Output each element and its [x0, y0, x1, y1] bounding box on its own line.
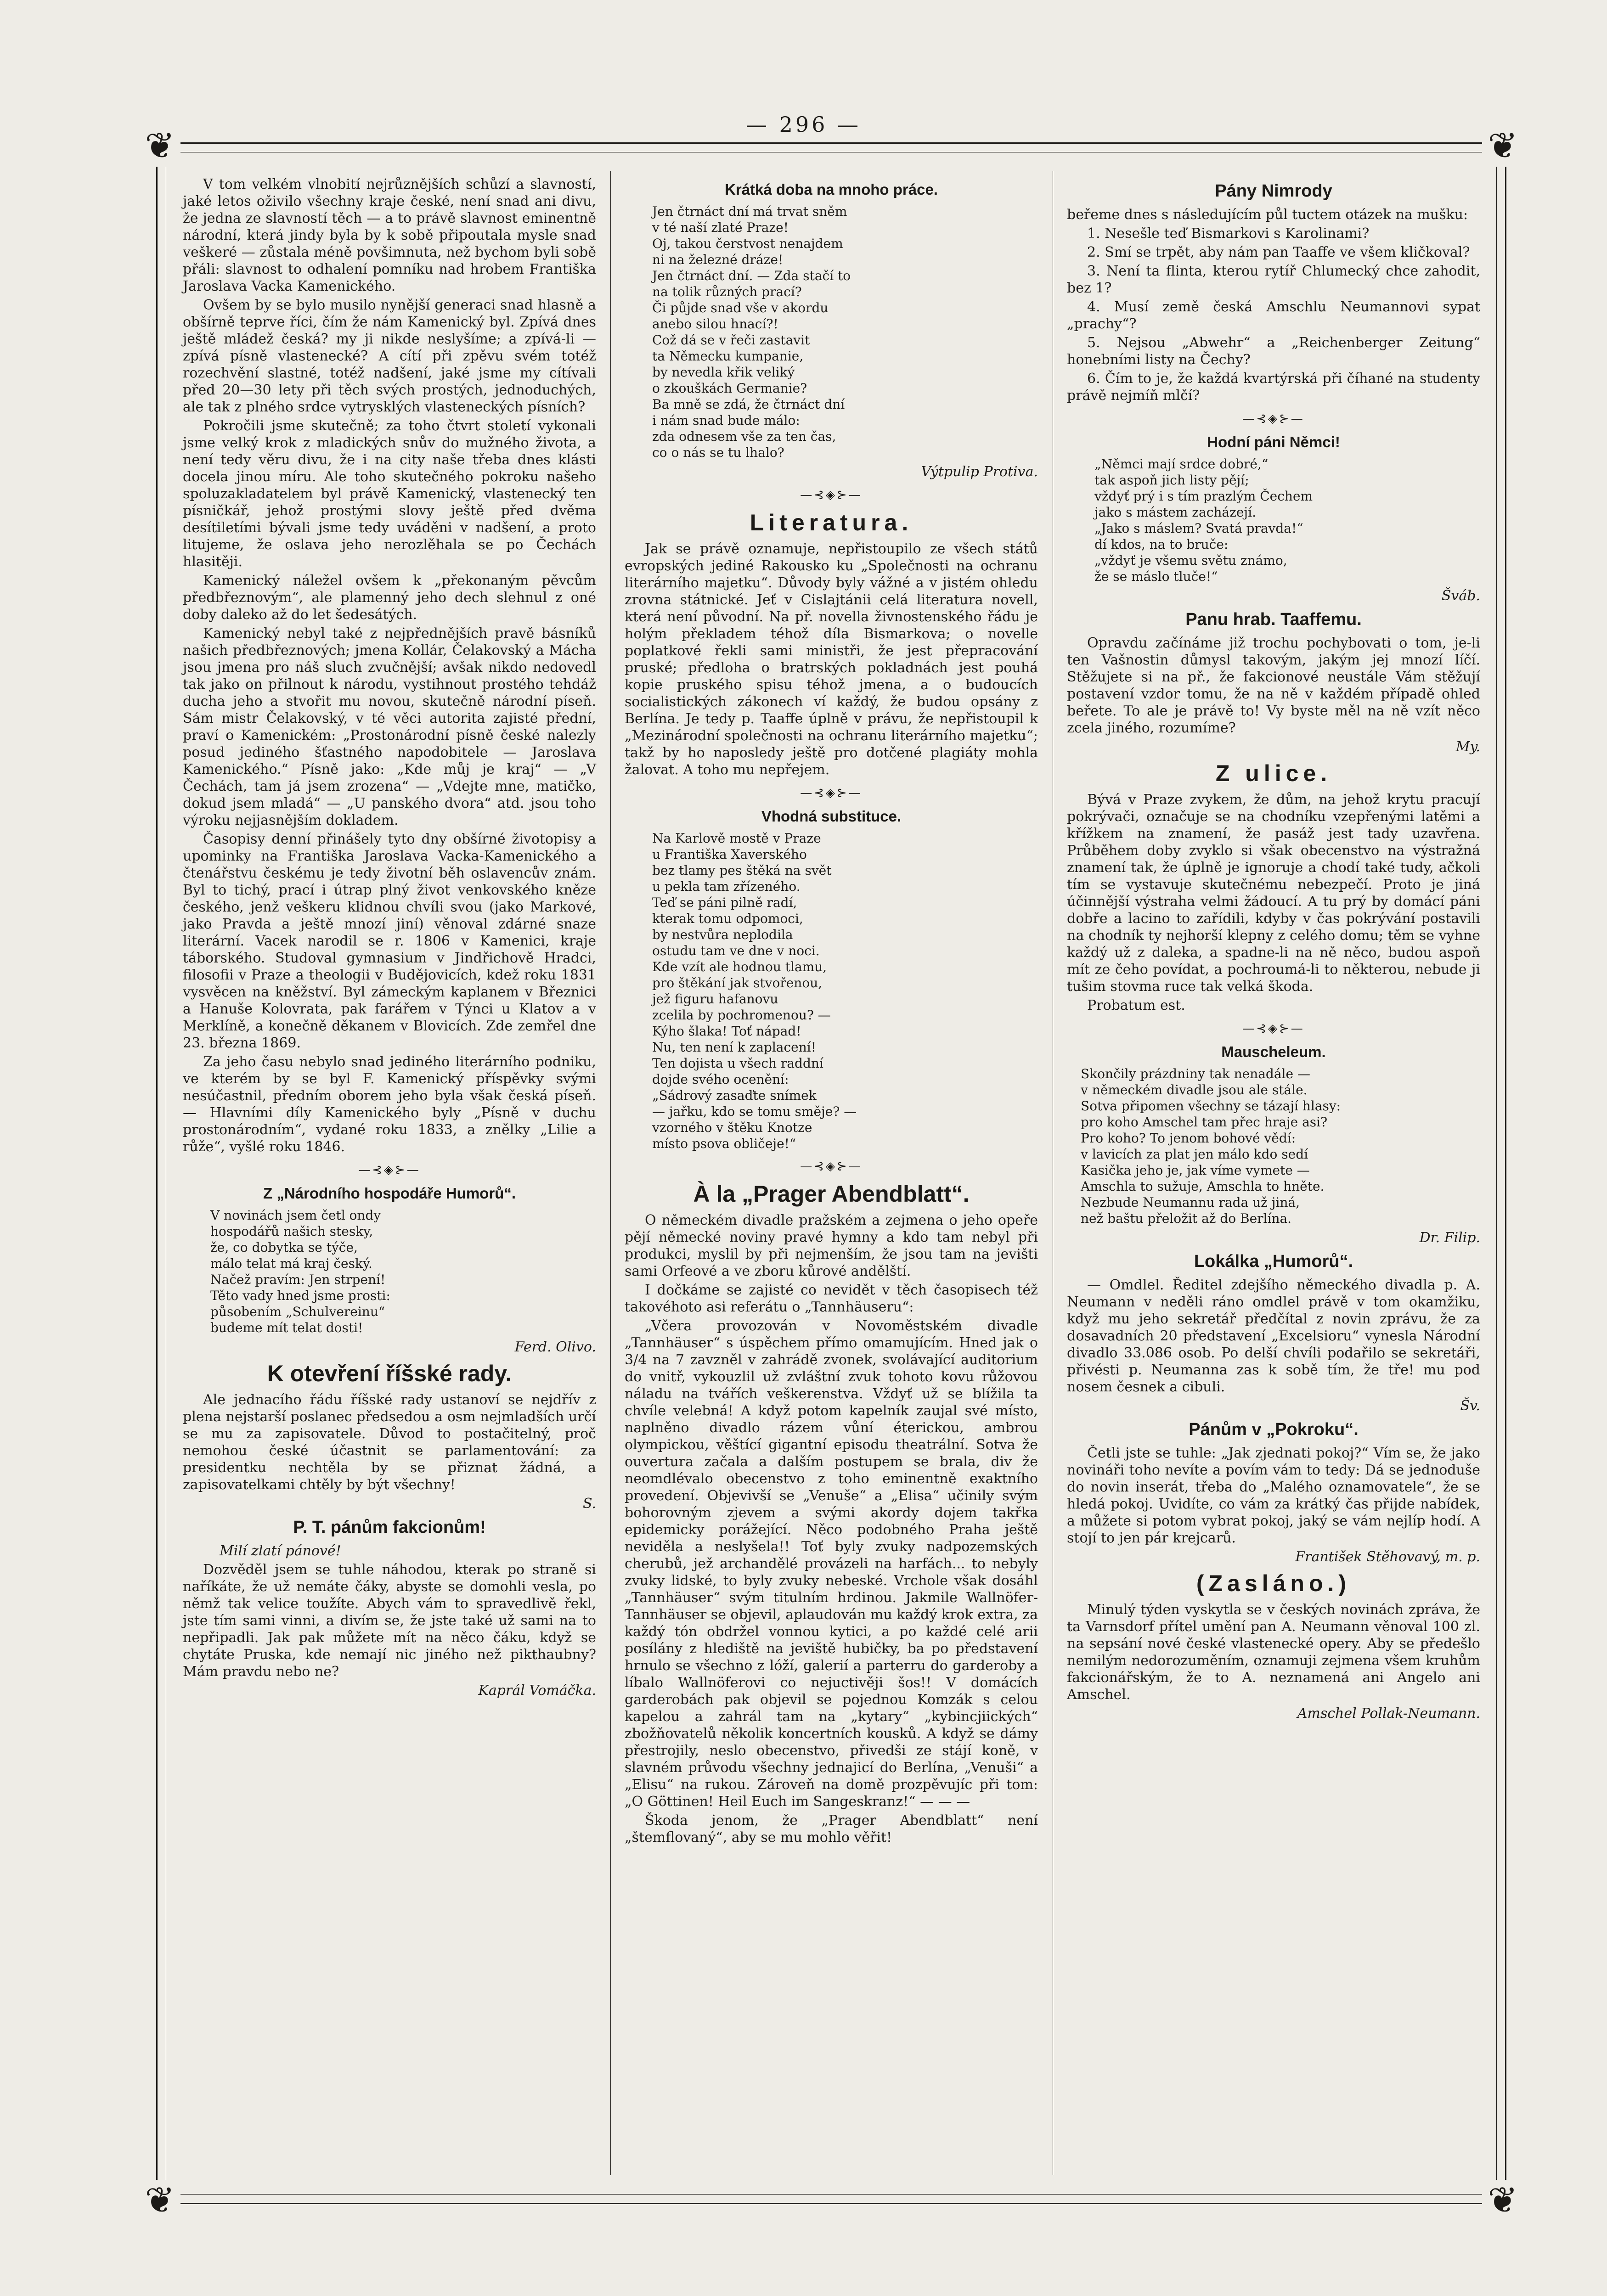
heading-nimrody: Pány Nimrody [1215, 181, 1332, 201]
divider-ornament-icon: —⊰◈⊱— [800, 488, 863, 502]
page-frame [145, 125, 1518, 2221]
signature-zaslano: Amschel Pollak-Neumann. [1297, 1705, 1480, 1722]
column-right [1067, 176, 1480, 1725]
signature-lokalka: Šv. [1460, 1398, 1480, 1414]
article-kamenicky-paragraph: Pokročili jsme skutečně; za toho čtvrt století vykonali jsme velký krok z mladických snův do mužného života, a není tedy věru divu, že i na city naše třeba dnes klásti docela jinou míru. Ale toho skutečného pokroku našeho spoluzakladatelem byl právě Kamenický, vlastenecký ten písničkář, jehož prostými slovy ještě před dvěma desítiletími bývali jsme tedy uváděni v nadšení, a proto litujeme, že oslava jeho nerozlěhala se po Čechách hlasitěji. [183, 418, 596, 570]
article-kamenicky-paragraph: Za jeho času nebylo snad jediného literárního podniku, ve kterém by se byl F. Kamenický příspěvky svými nesúčastnil, předním oborem jeho byla však česká píseň. — Hlavními díly Kamenického byly „Písně v duchu prostonárodním“, vydané roku 1833, a znělky „Lilie a růže“, vyšlé roku 1846. [183, 1054, 596, 1155]
signature-pokrok: František Stěhovavý, m. p. [1295, 1549, 1480, 1565]
article-abendblatt-paragraph: Škoda jenom, že „Prager Abendblatt“ není „štemflovaný“, aby se mu mohlo věřit! [625, 1812, 1038, 1846]
poem-substituce: Na Karlově mostě v Praze u Františka Xaverského bez tlamy pes štěká na svět u pekla tam zřízeného. Teď se páni pilně radí, kterak tomu odpomoci, by nestvůra neplodila ostudu tam ve dne v noci. Kde vzít ale hodnou tlamu, pro štěkání jak stvořenou, jež figuru hafanovu zcelila by pochromenou? — Kýho šlaka! Toť nápad! Nu, ten není k zaplacení! Ten dojista u všech raddní dojde svého ocenění: „Sádrový zasaďte snímek — jařku, kdo se tomu směje? — vzorného v štěku Knotze místo psova obličeje!“ [652, 831, 857, 1151]
article-rady-paragraph: Ale jednacího řádu říšské rady ustanoví se nejdřív z plena nejstarší poslanec předsedou a osm nejmladších určí se mu za zapisovatele. Důvod to postačitelný, proč nemohou české účastnit se parlamentování: za presidentku nechtěla by se přiznat žádná, a zapisovatelkami chtěly by být všechny! [183, 1392, 596, 1493]
column-rule [610, 171, 611, 2175]
poem-hospodar: V novinách jsem četl ondy hospodářů našich stesky, že, co dobytka se týče, málo telat má kraj český. Načež pravím: Jen strpení! Těto vady hned jsme prosti: působením „Schulvereinu“ budeme mít telat dosti! [210, 1208, 390, 1335]
fakcionum-greeting: Milí zlatí pánové! [220, 1543, 341, 1559]
column-left [183, 176, 596, 1702]
poem-nemci: „Němci mají srdce dobré,“ tak aspoň jich listy pějí; vždyť prý i s tím prazlým Čechem jako s mástem zacházejí. „Jako s máslem? Svatá pravda!“ dí kdos, na to bruče: „vždyť je všemu světu známo, že se máslo tluče!“ [1094, 456, 1313, 584]
corner-ornament-icon: ❦ [1482, 125, 1523, 167]
article-abendblatt-paragraph: I dočkáme se zajisté co nevidět v těch časopisech též takovéhoto asi referátu o „Tannhäuseru“: [625, 1282, 1038, 1315]
article-ulice-paragraph: Probatum est. [1087, 997, 1185, 1013]
signature-taaffe: My. [1455, 739, 1480, 755]
nimrody-question: 1. Nesešle teď Bismarkovi s Karolinami? [1087, 225, 1370, 242]
poem-mauscheleum: Skončily prázdniny tak nenadále — v německém divadle jsou ale stále. Sotva připomen všechny se tázají hlasy: pro koho Amschel tam přec hraje asi? Pro koho? To jenom bohové vědí: v lavicích za plat jen málo kdo sedí Kasička jeho je, jak víme vymete — Amschla to sužuje, Amschla to hněte. Nezbude Neumannu rada už jiná, než baštu přeložit až do Berlína. [1081, 1066, 1341, 1226]
page-number: — 296 — [745, 112, 862, 137]
divider-ornament-icon: —⊰◈⊱— [1242, 1022, 1305, 1035]
nimrody-question: 2. Smí se trpět, aby nám pan Taaffe ve všem kličkoval? [1087, 244, 1470, 260]
nimrody-question: 3. Není ta flinta, kterou rytíř Chlumecký chce zahodit, bez 1? [1067, 263, 1480, 296]
signature-mauscheleum: Dr. Filip. [1419, 1230, 1480, 1246]
article-kamenicky-paragraph: V tom velkém vlnobití nejrůznějších schůzí a slavností, jaké letos oživilo všechny kraje české, není snad ani divu, že jedna ze slavností těch — a to právě slavnost eminentně národní, která jindy byla by k sobě připoutala mysle snad veškeré — zůstala méně povšimnuta, než bychom byli sobě přáli: slavnost to odhalení pomníku nad hrobem Františka Jaroslava Vacka Kamenického. [183, 176, 596, 294]
divider-ornament-icon: —⊰◈⊱— [358, 1163, 421, 1177]
article-ulice-paragraph: Bývá v Praze zvykem, že dům, na jehož krytu pracují pokrývači, označuje se na chodníku vzepřenými latěmi a křížkem na znamení, že pasáž jest tady uzavřena. Průběhem doby zvyklo si však obecenstvo na výstražná znamení tak, že úplně je ignoruje a chodí také tudy, ačkoli tím se vystavuje skutečnému nebezpečí. Proto je jiná účinnější výstraha velmi žádoucí. A tu prý by domácí páni dobře a lacino to zařídili, kdyby v čas pokrývání postavili na chodník ty nejhorší klepny z celého domu; těm se vyhne každý už z daleka, a spadne-li na ně něco, budou aspoň mít ze čeho povídat, a pochroumá-li to některou, nebude ji tušim stovma ruce tak velká škoda. [1067, 792, 1480, 995]
article-literatura-paragraph: Jak se právě oznamuje, nepřistoupilo ze všech států evropských jediné Rakousko ku „Společnosti na ochranu literárního majetku“. Důvody byly vážné a v jistém ohledu zrovna státnické. Jeť v Cislajtánii celá literatura novell, která není původní. Na př. novella živnostenského řádu je holým překladem téhož díla Bismarkova; o novelle poplatkové řekli sami ministři, že jest přepracování pruské; předloha o bratrských pokladnách jest pouhá kopie pruského spisu téhož jmena, a o budoucích socialistických zákonech ví každý, že budou opsány z Berlína. Je tedy p. Taaffe úplně v právu, že nepřistoupil k „Mezinárodní společnosti na ochranu literárního majetku“; takž by ho naposledy ještě pro dotčené plagiáty mohla žalovat. A toho mu nepřejem. [625, 541, 1038, 778]
heading-substituce: Vhodná substituce. [761, 808, 902, 825]
nimrody-intro: beřeme dnes s následujícím půl tuctem otázek na mušku: [1067, 207, 1468, 223]
signature-rady: S. [582, 1496, 596, 1512]
heading-taaffe: Panu hrab. Taaffemu. [1185, 610, 1362, 629]
article-fakcionum-paragraph: Dozvěděl jsem se tuhle náhodou, kterak po straně si naříkáte, že už nemáte čáky, abyste se domohli vesla, po němž tak velice toužíte. Abych vám to spravedlivě řekl, jste tím sami vinni, a divím se, že jste také už sami na to nepřipadli. Jak pak můžete mít na něco čáku, když se chytáte Pruska, kde nemají nic jiného než pikthaubny? Mám pravdu nebo ne? [183, 1562, 596, 1680]
signature-fakcionum: Kaprál Vomáčka. [478, 1683, 596, 1699]
heading-fakcionum: P. T. pánům fakcionům! [293, 1518, 486, 1537]
signature-nemci: Šváb. [1441, 588, 1480, 604]
article-abendblatt-paragraph: O německém divadle pražském a zejmena o jeho opeře pějí německé noviny pravé hymny a kdo tam nebyl při produkci, myslil by při nejmenším, že jsou tam na jevišti sami Orfeové a ve zboru kůrové andělští. [625, 1212, 1038, 1279]
heading-literatura: Literatura. [750, 510, 913, 535]
corner-ornament-icon: ❦ [139, 125, 180, 167]
heading-pokrok: Pánům v „Pokroku“. [1189, 1420, 1359, 1439]
divider-ornament-icon: —⊰◈⊱— [1242, 412, 1305, 426]
heading-lokalka: Lokálka „Humorů“. [1194, 1252, 1353, 1271]
signature-hospodar: Ferd. Olivo. [514, 1339, 596, 1355]
poem-kratka-doba: Jen čtrnáct dní má trvat sněm v té naší zlaté Praze! Oj, takou čerstvost nenajdem ni na železné dráze! Jen čtrnáct dní. — Zda stačí to na tolik různých prací? Či půjde snad vše v akordu anebo silou hnací?! Což dá se v řeči zastavit ta Německu kumpanie, by nevedla křik veliký o zkouškách Germanie? Ba mně se zdá, že čtrnáct dní i nám snad bude málo: zda odnesem vše za ten čas, co o nás se tu lhalo? [652, 204, 851, 460]
heading-kratka-doba: Krátká doba na mnoho práce. [725, 181, 938, 198]
divider-ornament-icon: —⊰◈⊱— [800, 1159, 863, 1173]
corner-ornament-icon: ❦ [1482, 2180, 1523, 2221]
article-taaffe-paragraph: Opravdu začínáme již trochu pochybovati o tom, je-li ten Vašnostin důmysl takovým, jakým jej mnozí líčí. Stěžujete si na př., že fakcionové neustále Vám stěžují postavení vzdor tomu, že na ně v každém případě ohled beřete. To ale je právě to! Vy byste měl na ně vzít něco zcela jiného, rozumíme? [1067, 635, 1480, 736]
article-zaslano-paragraph: Minulý týden vyskytla se v českých novinách zpráva, že ta Varnsdorf přítel umění pan A. Neumann věnoval 100 zl. na sepsání nové české vlastenecké opery. Aby se předešlo nemilým nedorozuměním, oznamuji zejmena všem kruhům fakcionářským, že to A. neznamená ani Angelo ani Amschel. [1067, 1602, 1480, 1703]
article-kamenicky-paragraph: Ovšem by se bylo musilo nynější generaci snad hlasně a obšírně teprve říci, čím že nám Kamenický byl. Zpívá dnes ještě mládež česká? my ji nikde neslyšíme; a zpívá-li — zpívá písně vlastenecké? A cítí při zpěvu svém totéž rozechvění slastné, totéž nadšení, jaké jsme my cítívali před 20—30 lety při těch svých prostých, jednoduchých, ale tak z plného srdce vytrysklých vlasteneckých písních? [183, 297, 596, 415]
article-kamenicky-paragraph: Kamenický nebyl také z nejpřednějších pravě básníků našich předbřeznových; jmena Kollár, Čelakovský a Mácha jsou jmena pro náš sluch zvučnější; avšak nikdo nedovedl tak jako on přilnout k národu, vystihnout prostého tehdáž ducha jeho a stvořit mu novou, skutečně národní píseň. Sám mistr Čelakovský, v té věci autorita zajisté přední, praví o Kamenickém: „Prostonárodní písně české nalezly posud jediného šťastného napodobitele — Jaroslava Kamenického.“ Písně jako: „Kde můj je kraj“ — „V Čechách, tam já jsem zrozena“ — „Vdejte mne, matičko, dokud jsem mladá“ — „U panského dvora“ atd. jsou toho výroku nejjasnějším dokladem. [183, 625, 596, 828]
corner-ornament-icon: ❦ [139, 2180, 180, 2221]
divider-ornament-icon: —⊰◈⊱— [800, 786, 863, 800]
column-middle [625, 176, 1038, 1848]
heading-mauscheleum: Mauscheleum. [1221, 1043, 1326, 1060]
nimrody-question: 6. Čím to je, že každá kvartýrská při číhané na studenty právě nejmíň mlčí? [1067, 371, 1480, 404]
nimrody-question: 4. Musí země česká Amschlu Neumannovi sypat „prachy“? [1067, 299, 1480, 332]
heading-ulice: Z ulice. [1215, 760, 1332, 786]
article-pokrok-paragraph: Četli jste se tuhle: „Jak zjednati pokoj?“ Vím se, že jako novináři toho nevíte a povím vám to tedy: Dá se jednoduše do novin inserát, třeba do „Malého oznamovatele“, že se hledá pokoj. Uvidíte, co vám za krátký čas přijde nabídek, a můžete si potom vybrat pokoj, jaký se vám nejlíp hodí. A stojí to jen pár krejcarů. [1067, 1445, 1480, 1546]
nimrody-question: 5. Nejsou „Abwehr“ a „Reichenberger Zeitung“ honebními listy na Čechy? [1067, 335, 1480, 368]
heading-nemci: Hodní páni Němci! [1207, 433, 1340, 450]
article-kamenicky-paragraph: Časopisy denní přinášely tyto dny obšírné životopisy a upominky na Františka Jaroslava Vacka-Kamenického a čtenářstvu českému je tedy životní běh oslavencův znám. Byl to tichý, prací i útrap plný život venkovského kněze českého, jenž veškeru klidnou chvíli svou (jako Markové, jako Pravda a ještě mnozí jiní) věnoval zdárné snaze literární. Vacek narodil se r. 1806 v Kamenici, kraje táborského. Studoval gymnasium v Jindřichově Hradci, filosofii v Praze a theologii v Budějovicích, kdež roku 1831 vysvěcen na kněžství. Byl zámeckým kaplanem v Březnici a Hanuše Kolovrata, pak farářem v Týnci u Klatov a v Merklíně, a konečně děkanem v Blovicích. Zde zemřel dne 23. března 1869. [183, 831, 596, 1051]
heading-abendblatt: À la „Prager Abendblatt“. [693, 1181, 970, 1207]
article-kamenicky-paragraph: Kamenický náležel ovšem k „překonaným pěvcům předbřeznovým“, ale plamenný jeho dech slehnul z oné doby daleko až do let šedesátých. [183, 573, 596, 623]
heading-risske-rady: K otevření říšské rady. [267, 1361, 512, 1386]
signature-kratka-doba: Výtpulip Protiva. [921, 464, 1038, 480]
heading-zaslano: (Zasláno.) [1196, 1570, 1351, 1596]
article-abendblatt-paragraph: „Včera provozován v Novoměstském divadle „Tannhäuser“ s úspěchem přímo omamujícím. Hned jak o 3/4 na 7 zavzněl v zahrádě zvonek, svolávající auditorium do vnitř, vykouzlil už zvláštní zvuk tohoto kovu růžovou náladu na tvářích veškerenstva. Vždyť už se blížila ta chvíle velebná! A když potom kapelník zaujal své místo, naplněno divadlo rázem vůní éterickou, ambrou olympickou, věštící gigantní episodu theatrální. Sotva že ouvertura začala a dalším postupem se brala, div že neomdlévalo obecenstvo z toho eminentně exaktního provedení. Objevivší se „Venuše“ a „Elisa“ učinily svým bohorovným zjevem a svými akordy dojem takřka epidemicky porážející. Něco podobného Praha ještě neviděla a neslyšela!! Toť byly zvuky nadpozemských cherubů, jež archandělé provázeli na harfách... to nebyly zvuky lidské, to byly zvuky nebeské. Vrchole však dosáhl „Tannhäuser“ svým titulním hrdinou. Jakmile Wallnöfer-Tannhäuser se objevil, aplaudován mu každý krok extra, za každý tón obdržel vonnou kytici, a po každé celé arii posílány z hlediště na jeviště hubičky, ba po představení hrnulo se všechno z lóží, galerií a parterru do garderoby a líbalo Wallnöferovi co nejuctivěji šos!! V domácích garderobách pak objevil se pojednou Komzák s celou kapelou a zahrál tam na „kytary“ „kybincjiických“ zbožňovatelů několik koncertních kousků. A když se dámy přestrojily, neslo obecenstvo, přivedši ze stájí koně, v slavném průvodu všechny jednajicí do Berlína, „Venuši“ a „Elisu“ na rukou. Zároveň na domě prozpěvujíc při tom: „O Göttinen! Heil Euch im Sangeskranz!“ — — — [625, 1318, 1038, 1810]
article-lokalka-paragraph: — Omdlel. Ředitel zdejšího německého divadla p. A. Neumann v neděli ráno omdlel právě v tom okamžiku, když mu jeho sekretář předčítal z novin zprávu, že za dosavadních 20 představení „Excelsioru“ vynesla Národní divadlo 33.086 osob. Po delší chvíli podařilo se sekretáři, přivésti p. Neumanna zas k sobě tím, že tře! mu pod nosem česnek a cibuli. [1067, 1277, 1480, 1395]
heading-hospodar: Z „Národního hospodáře Humorů“. [263, 1185, 516, 1202]
